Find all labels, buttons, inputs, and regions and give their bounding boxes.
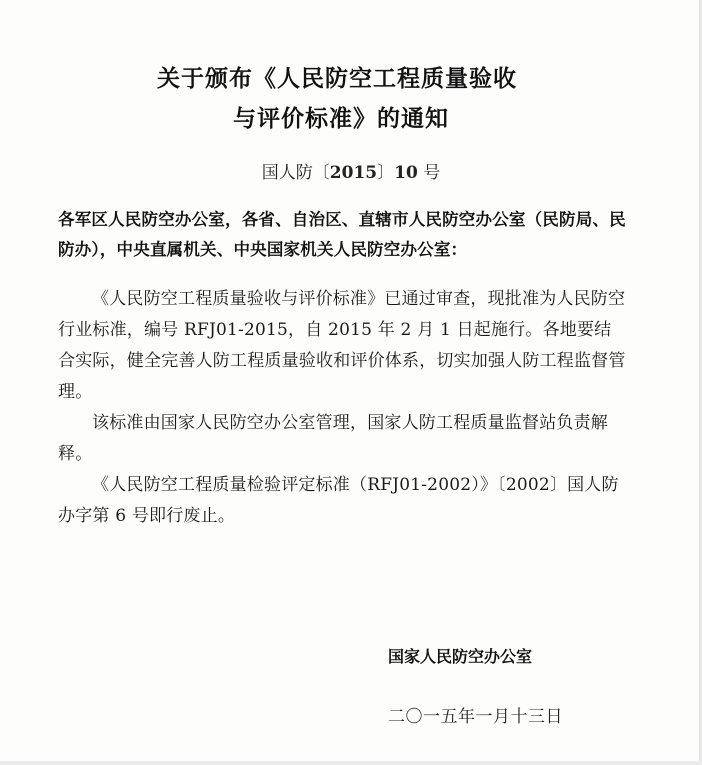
issuing-authority: 国家人民防空办公室	[388, 647, 533, 666]
document-number	[0, 158, 702, 183]
document-title-line-2: 与评价标准》的通知	[233, 106, 449, 132]
body-paragraph-2: 该标准由国家人民防空办公室管理，国家人防工程质量监督站负责解释。	[58, 413, 608, 464]
document-number-mid: 〕	[377, 163, 395, 183]
document-number-year: 2015	[329, 163, 378, 183]
document-number-seq: 10	[394, 163, 418, 183]
issue-date: 二〇一五年一月十三日	[388, 707, 563, 727]
document-title-line-1: 关于颁布《人民防空工程质量验收	[157, 66, 517, 92]
body-paragraph-1: 《人民防空工程质量验收与评价标准》已通过审查，现批准为人民防空行业标准，编号 RFJ01-2015，自 2015 年 2 月 1 日起施行。各地要结合实际，健全完善人防工程质量验收和评价体系，切实加强人防工程监督管理。	[58, 289, 626, 402]
document-number-prefix: 国人防〔	[261, 163, 330, 183]
body-paragraph-3: 《人民防空工程质量检验评定标准（RFJ01-2002）》〔2002〕国人防办字第 6 号即行废止。	[58, 475, 619, 526]
addressee-paragraph: 各军区人民防空办公室，各省、自治区、直辖市人民防空办公室（民防局、民防办），中央直属机关、中央国家机关人民防空办公室：	[58, 210, 626, 259]
document-number-suffix: 号	[417, 163, 441, 183]
page-edge-bottom	[0, 761, 702, 765]
